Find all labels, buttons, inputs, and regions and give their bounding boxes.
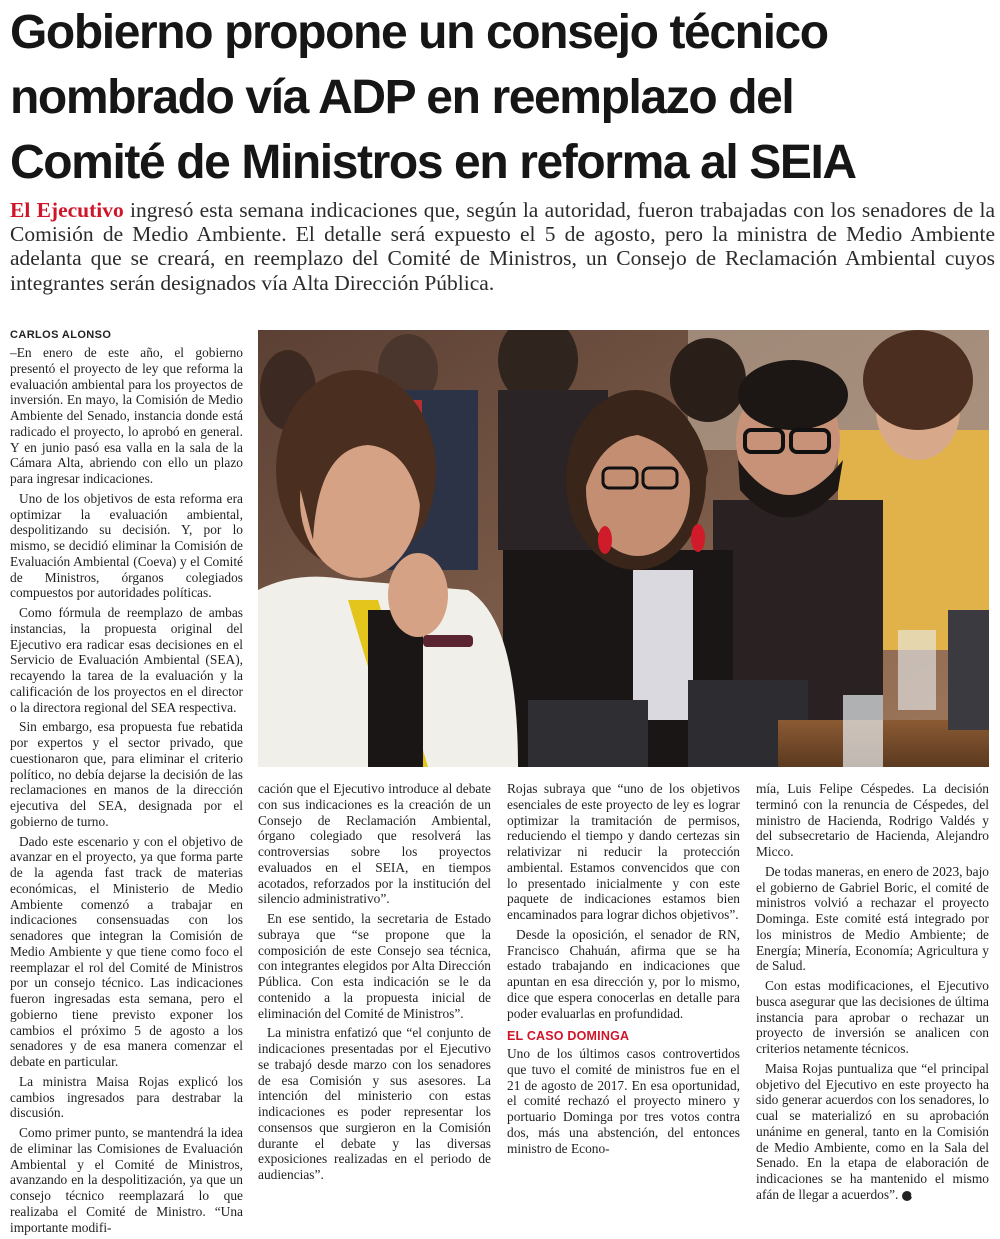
paragraph: Como fórmula de reemplazo de ambas instancias, la propuesta original del Ejecutivo era radicar esas decisiones en el Servicio de Evaluación Ambiental (SEA), recayendo la tarea de la evaluación y la calificación de los proyectos en el director o la directora regional del SEA respectiva. (10, 605, 243, 715)
paragraph: Sin embargo, esa propuesta fue rebatida por expertos y el sector privado, que cuestionaron que, para eliminar el criterio político, no debía dejarse la decisión de las reclamaciones en manos de la dirección ejecutiva del SEA, designada por el gobierno de turno. (10, 719, 243, 829)
paragraph: Con estas modificaciones, el Ejecutivo busca asegurar que las decisiones de última instancia para aprobar o rechazar un proyecto de inversión se analicen con criterios netamente técnicos. (756, 978, 989, 1056)
end-mark-icon: P (902, 1191, 912, 1201)
article-column-1 (10, 345, 243, 1239)
byline: CARLOS ALONSO (10, 329, 112, 341)
lede-kicker: El Ejecutivo (10, 198, 124, 222)
lede (10, 198, 995, 295)
paragraph: En ese sentido, la secretaria de Estado subraya que “se propone que la composición de este Consejo sea técnica, con integrantes elegidos por Alta Dirección Pública. Con esta indicación se le da contenido a la propuesta inicial de eliminación del Comité de Ministros”. (258, 911, 491, 1021)
paragraph: Como primer punto, se mantendrá la idea de eliminar las Comisiones de Evaluación Ambiental y el Comité de Ministros, avanzando en la despolitización, ya que un consejo técnico reemplazará lo que realizaba el Comité de Ministro. “Una importante modifi- (10, 1125, 243, 1235)
paragraph: La ministra enfatizó que “el conjunto de indicaciones presentadas por el Ejecutivo se trabajó desde marzo con los senadores de esa Comisión y sus asesores. La intención del ministerio con estas indicaciones es poder representar los consensos que surgieron en la Comisión durante el debate y las diversas exposiciones realizadas en el periodo de audiencias”. (258, 1025, 491, 1182)
paragraph: Desde la oposición, el senador de RN, Francisco Chahuán, afirma que se ha estado trabajando en indicaciones que apuntan en esa dirección y, por lo mismo, dice que espera conocerlas en detalle para poder evaluarlas en profundidad. (507, 926, 740, 1021)
article-column-2 (258, 781, 491, 1187)
paragraph: Dado este escenario y con el objetivo de avanzar en el proyecto, ya que forma parte de la agenda fast track de materias económicas, el Ministerio de Medio Ambiente comenzó a trabajar en indicaciones consensuadas con los senadores que integran la Comisión de Medio Ambiente y que tiene como foco el reemplazar el rol del Comité de Ministros por un consejo técnico. Las indicaciones fueron ingresadas esta semana, pero el gobierno tiene previsto exponer los cambios el próximo 5 de agosto a los senadores y de esa manera comenzar el debate en particular. (10, 833, 243, 1069)
headline: Gobierno propone un consejo técnico nombrado vía ADP en reemplazo del Comité de Ministros en reforma al SEIA (10, 6, 856, 189)
paragraph: Uno de los objetivos de esta reforma era optimizar la evaluación ambiental, despolitizando su decisión. Y, por lo mismo, se decidió eliminar la Comisión de Evaluación Ambiental (Coeva) y el Comité de Ministros, órganos colegiados compuestos por autoridades políticas. (10, 490, 243, 601)
subhead-el-caso-dominga: EL CASO DOMINGA (507, 1029, 630, 1044)
paragraph: Rojas subraya que “uno de los objetivos esenciales de este proyecto de ley es lograr optimizar la tramitación de permisos, reduciendo el tiempo y dando certezas sin relativizar ni reducir la protección ambiental. Estamos convencidos que con lo presentado inicialmente y con este paquete de indicaciones estamos bien encaminados para lograr dichos objetivos”. (507, 781, 740, 922)
paragraph (756, 1061, 989, 1203)
paragraph: La ministra Maisa Rojas explicó los cambios ingresados para destrabar la discusión. (10, 1073, 243, 1121)
paragraph: Uno de los últimos casos controvertidos que tuvo el comité de ministros fue en el 21 de agosto de 2017. En esa oportunidad, el comité rechazó el proyecto minero y portuario Dominga por tres votos contra dos, más una abstención, del entonces ministro de Econo- (507, 1046, 740, 1156)
paragraph: cación que el Ejecutivo introduce al debate con sus indicaciones es la creación de un Consejo de Reclamación Ambiental, órgano colegiado que resolverá las controversias sobre los proyectos evaluados en el SEIA, en tiempos acotados, reforzados por la institución del silencio administrativo”. (258, 781, 491, 907)
article-column-3 (507, 781, 740, 1160)
paragraph: De todas maneras, en enero de 2023, bajo el gobierno de Gabriel Boric, el comité de ministros volvió a rechazar el proyecto Dominga. Este comité está integrado por los ministros de Medio Ambiente; de Energía; Minería, Economía; Agricultura y de Salud. (756, 863, 989, 974)
paragraph-text: Maisa Rojas puntualiza que “el principal objetivo del Ejecutivo en este proyecto ha sido generar acuerdos con los senadores, lo cual se materializó en su aprobación unánime en general, tanto en la Comisión de Medio Ambiente, como en la Sala del Senado. En la etapa de elaboración de indicaciones se ha mantenido el mismo afán de llegar a acuerdos”. (756, 1060, 989, 1202)
article-column-4 (756, 781, 989, 1207)
paragraph: mía, Luis Felipe Céspedes. La decisión terminó con la renuncia de Céspedes, del ministro de Hacienda, Rodrigo Valdés y del subsecretario de Hacienda, Alejandro Micco. (756, 781, 989, 859)
photo-illustration (258, 330, 989, 767)
news-photo (258, 330, 989, 767)
lede-text: ingresó esta semana indicaciones que, según la autoridad, fueron trabajadas con los senadores de la Comisión de Medio Ambiente. El detalle será expuesto el 5 de agosto, pero la ministra de Medio Ambiente adelanta que se creará, en reemplazo del Comité de Ministros, un Consejo de Reclamación Ambiental cuyos integrantes serán designados vía Alta Dirección Pública. (10, 198, 995, 295)
paragraph: –En enero de este año, el gobierno presentó el proyecto de ley que reforma la evaluación ambiental para los proyectos de inversión. En mayo, la Comisión de Medio Ambiente del Senado, instancia donde está radicado el proyecto, lo aprobó en general. Y en junio pasó esa valla en la sala de la Cámara Alta, abriendo con ello un plazo para ingresar indicaciones. (10, 345, 243, 486)
